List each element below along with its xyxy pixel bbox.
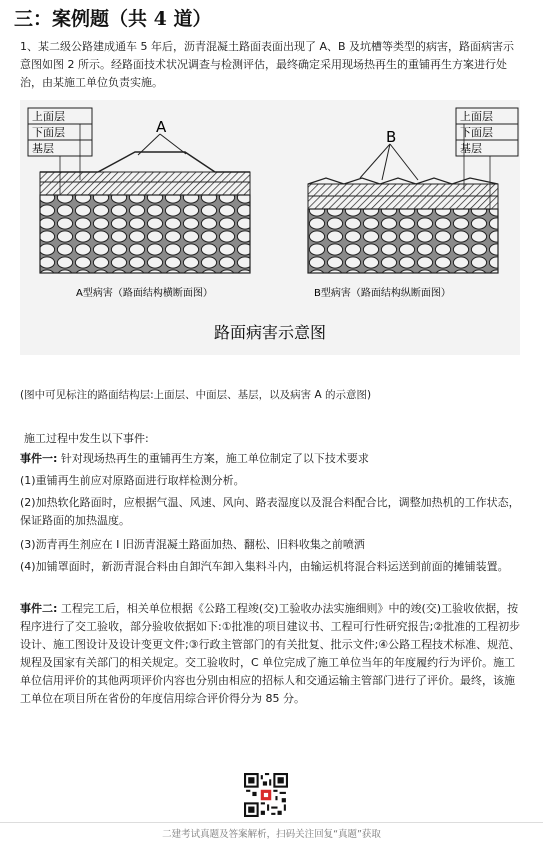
b-lower-layer: [308, 196, 498, 209]
caption-a: A型病害（路面结构横断面图）: [76, 288, 213, 299]
a-lower-layer: [40, 182, 250, 195]
footer-text: 二建考试真题及答案解析，扫码关注回复“真题”获取: [162, 829, 381, 840]
a-label-lower: 下面层: [32, 126, 65, 139]
b-base-layer: [308, 209, 498, 273]
b-label-lower: 下面层: [460, 126, 493, 139]
marker-b: B: [386, 128, 397, 146]
event1-text: 针对现场热再生的重铺再生方案，施工单位制定了以下技术要求: [60, 452, 369, 465]
a-upper-layer: [40, 172, 250, 182]
b-wave-profile: [308, 178, 498, 184]
case1-intro: 1、某二级公路建成通车 5 年后，沥青混凝土路面表面出现了 A、B 及坑槽等类型的病害，路面病害示意图如图 2 所示。经路面技术状况调查与检测评估，最终确定采用现场热再生的重铺再生方案进行处治，由某施工单位负责实施。: [20, 40, 515, 89]
type-a-section: [28, 108, 250, 299]
type-b-section: [308, 108, 518, 299]
a-label-upper: 上面层: [32, 110, 65, 123]
event1: [20, 450, 525, 468]
caption-b: B型病害（路面结构纵断面图）: [314, 288, 451, 299]
event1-item-4: (4)加铺罩面时，新沥青混合料由自卸汽车卸入集料斗内，由输运机将混合料运送到前面的摊铺装置。: [20, 560, 509, 573]
footer-divider: [0, 822, 543, 823]
b-upper-layer: [308, 184, 498, 196]
event2: [20, 600, 525, 708]
event1-item-1: (1)重铺再生前应对原路面进行取样检测分析。: [20, 474, 245, 487]
a-base-layer: [40, 195, 250, 273]
qr-code-icon[interactable]: [244, 773, 288, 817]
b-label-base: 基层: [460, 142, 482, 155]
marker-a: A: [156, 118, 167, 136]
pavement-diagram: [20, 100, 520, 355]
event1-item-2: (2)加热软化路面时，应根据气温、风速、风向、路表湿度以及混合料配合比，调整加热机的工作状态，保证路面的加热温度。: [20, 496, 520, 527]
events-lead: 施工过程中发生以下事件:: [24, 432, 149, 445]
event1-item-3: (3)沥青再生剂应在 I 旧沥青混凝土路面加热、翻松、旧料收集之前喷洒: [20, 538, 365, 551]
event2-text: 工程完工后，相关单位根据《公路工程竣(交)工验收办法实施细则》中的竣(交)工验收依据，按程序进行了交工验收，部分验收依据如下:①批准的项目建议书、工程可行性研究报告;②批准的工程初步设计、施工图设计及设计变更文件;③行政主管部门的有关批复、批示文件;④公路工程技术标准、规范、规程及国家有关部门的相关规定。交工验收时，C 单位完成了施工单位当年的年度履约行为评价。施工单位信用评价的其他两项评价内容也分别由相应的招标人和交通运输主管部门进行了评价。最终，该施工单位在项目所在省份的年度信用综合评价得分为 85 分。: [20, 602, 521, 705]
figure-title: 路面病害示意图: [213, 323, 327, 342]
b-label-upper: 上面层: [460, 110, 493, 123]
event1-label: 事件一:: [20, 452, 58, 465]
event2-label: 事件二:: [20, 602, 58, 615]
section-title: 三：案例题（共 4 道）: [14, 8, 212, 30]
figure-note: (图中可见标注的路面结构层:上面层、中面层、基层，以及病害 A 的示意图): [20, 389, 372, 401]
a-label-base: 基层: [32, 142, 54, 155]
pavement-distress-figure: [20, 100, 520, 355]
